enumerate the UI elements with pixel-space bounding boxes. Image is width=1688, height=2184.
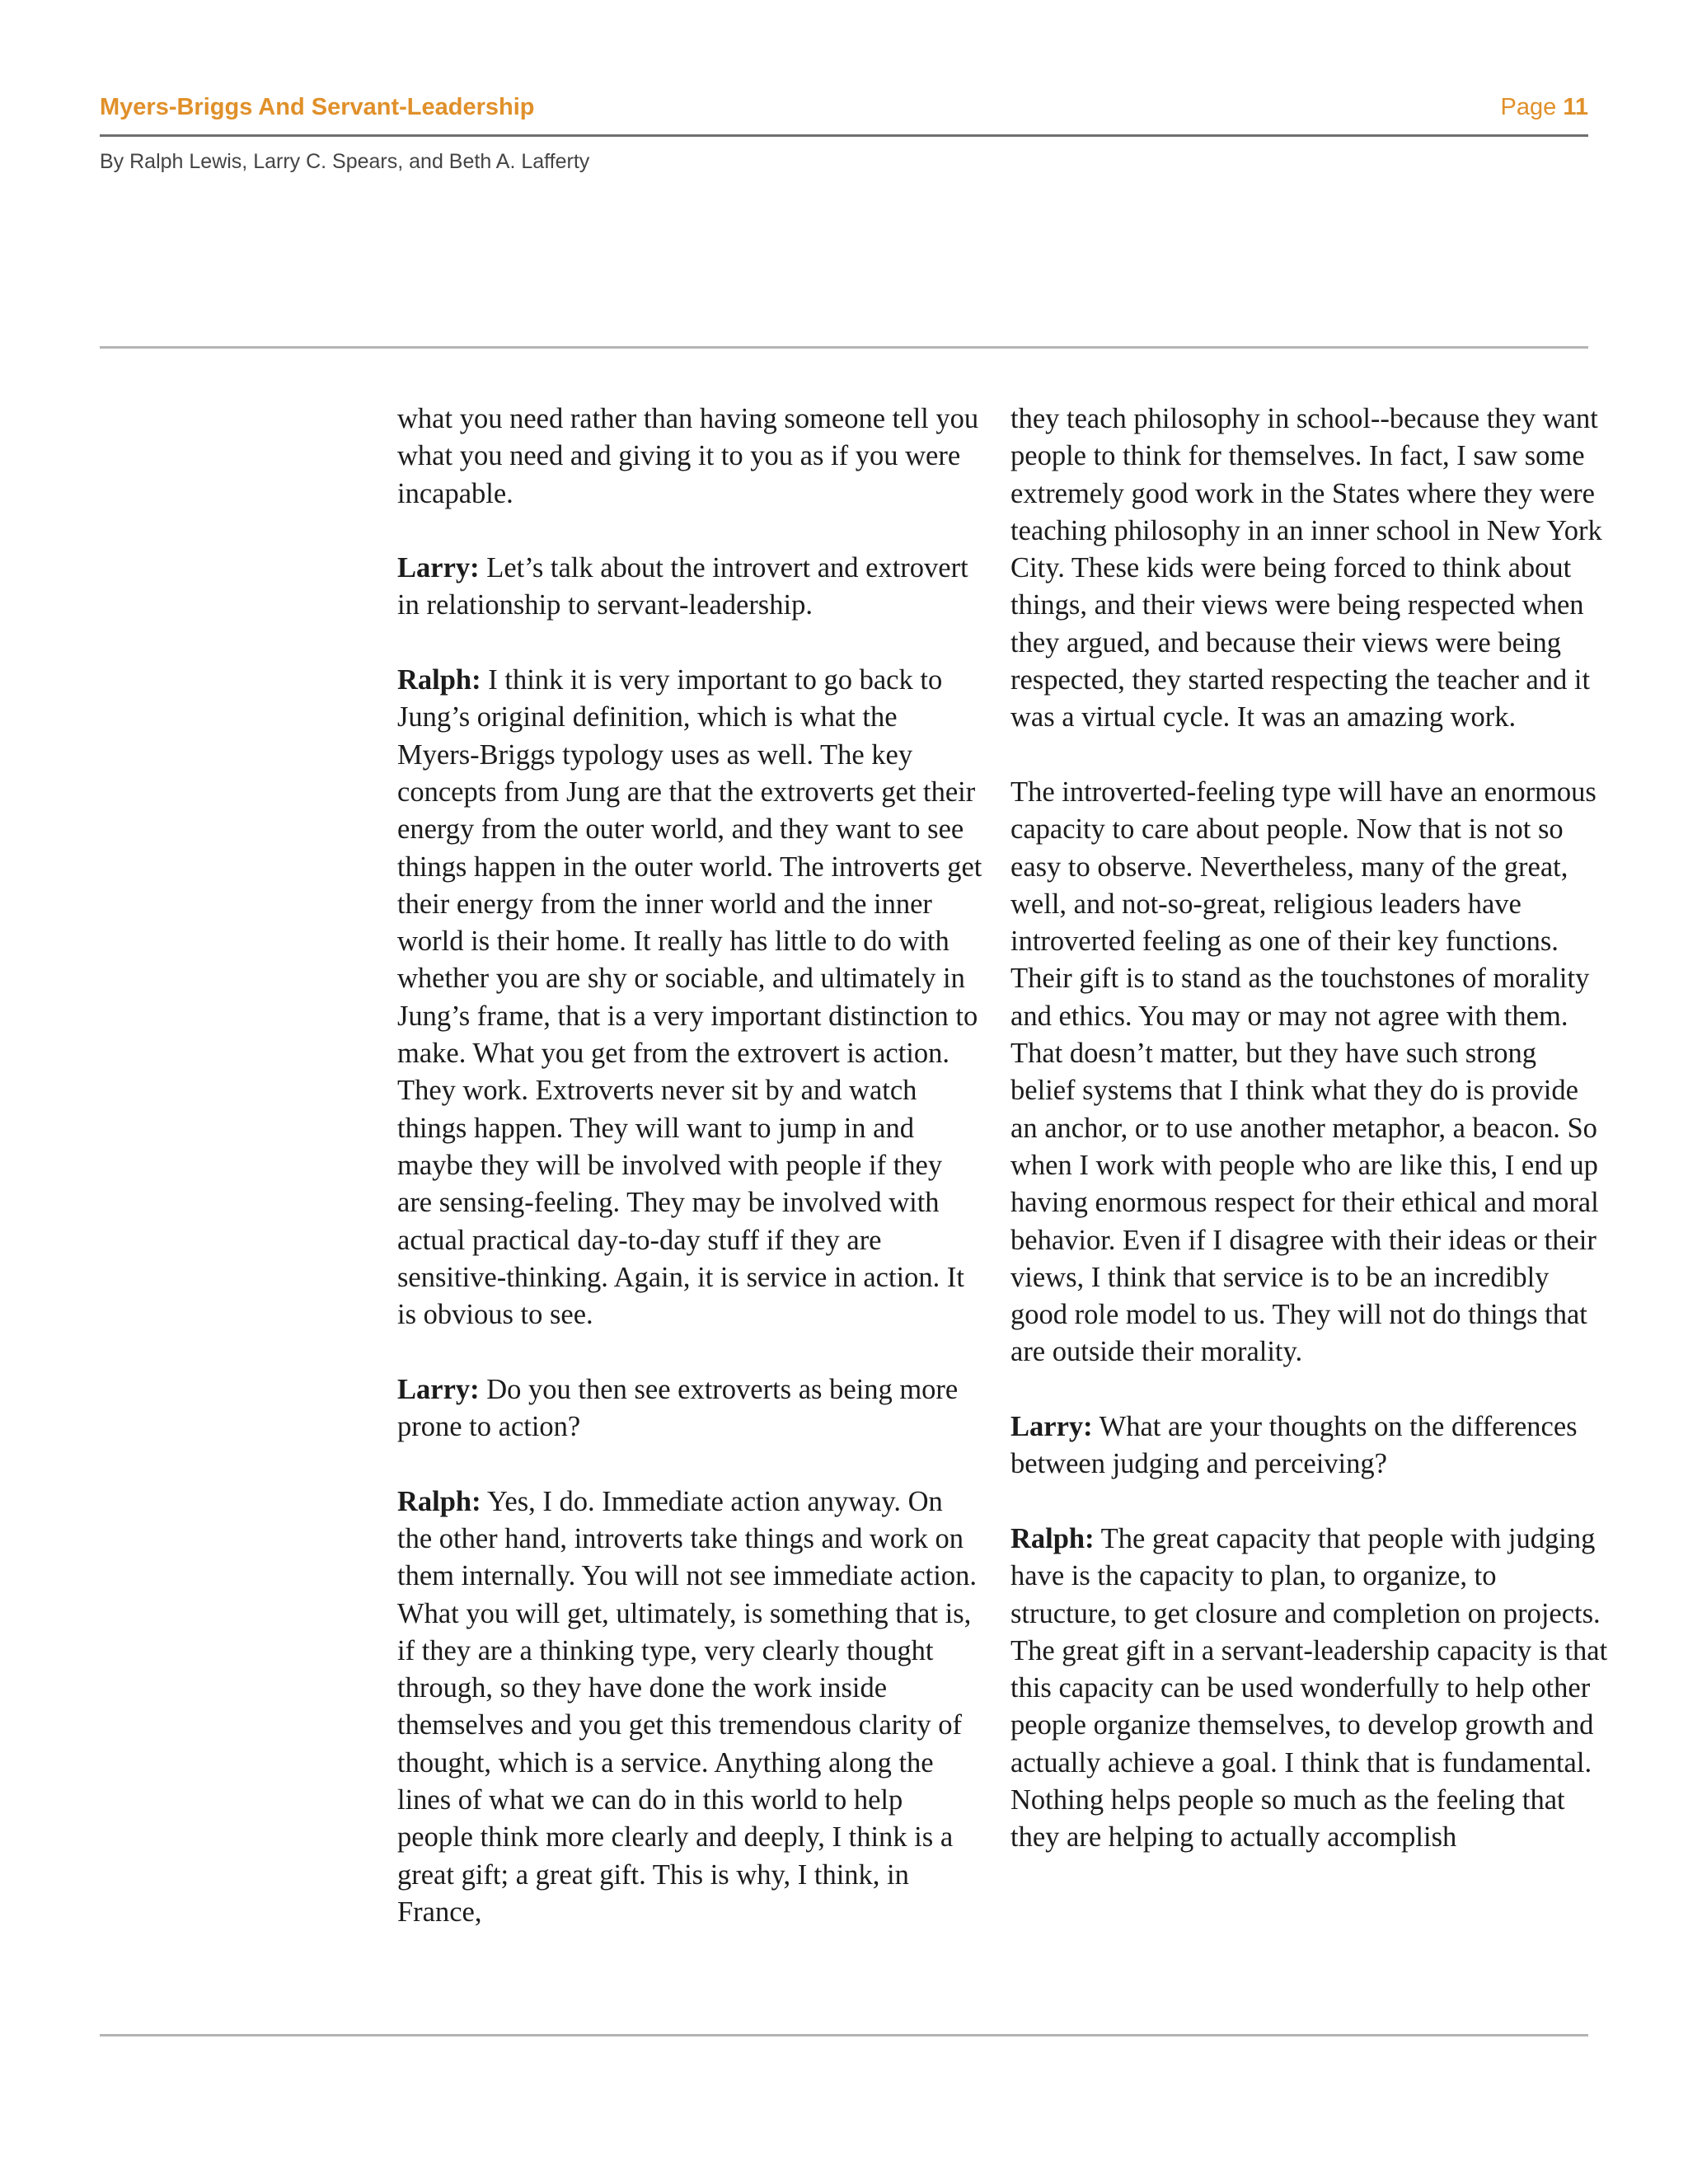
speaker-label: Ralph: (397, 1485, 481, 1517)
paragraph-text: The introverted-feeling type will have an enormous capacity to care about people. Now that is not so easy to observe. Nevertheless, many of the great, well, and not-so-great, religious leaders have introverted feeling as one of their key functions. Their gift is to stand as the touchstones of morality and ethics. You may or may not agree with them. That doesn’t matter, but they have such strong belief systems that I think what they do is provide an anchor, or to use another metaphor, a beacon. So when I work with people who are like this, I end up having enormous respect for their ethical and moral behavior. Even if I disagree with their ideas or their views, I think that service is to be an incredibly good role model to us. They will not do things that are outside their morality. (1010, 776, 1599, 1368)
right-column (1010, 401, 1608, 1857)
paragraph-text: I think it is very important to go back to Jung’s original definition, which is what the Myers-Briggs typology uses as well. The key concepts from Jung are that the extroverts get their energy from the outer world, and they want to see things happen in the outer world. The introverts get their energy from the inner world and the inner world is their home. It really has little to do with whether you are shy or sociable, and ultimately in Jung’s frame, that is a very important distinction to make. What you get from the extrovert is action. They work. Extroverts never sit by and watch things happen. They will want to jump in and maybe they will be involved with people if they are sensing-feeling. They may be involved with actual practical day-to-day stuff if they are sensitive-thinking. Again, it is service in action. It is obvious to see. (397, 664, 982, 1331)
speaker-label: Larry: (1010, 1411, 1093, 1443)
paragraph (397, 662, 982, 1333)
paragraph-text: Yes, I do. Immediate action anyway. On the other hand, introverts take things and work on them internally. You will not see immediate action. What you will get, ultimately, is something that is, if they are a thinking type, very clearly thought through, so they have done the work inside themselves and you get this tremendous clarity of thought, which is a service. Anything along the lines of what we can do in this world to help people think more clearly and deeply, I think is a great gift; a great gift. This is why, I think, in France, (397, 1485, 977, 1928)
speaker-label: Larry: (397, 1373, 480, 1405)
page-label (1501, 94, 1588, 121)
paragraph-text: what you need rather than having someone tell you what you need and giving it to you as if you were incapable. (397, 403, 979, 509)
paragraph-text: What are your thoughts on the differences between judging and perceiving? (1010, 1411, 1578, 1480)
speaker-label: Ralph: (397, 664, 481, 696)
header-title: Myers-Briggs And Servant-Leadership (100, 94, 535, 120)
page-label-text: Page (1500, 94, 1557, 120)
byline: By Ralph Lewis, Larry C. Spears, and Beth A. Lafferty (100, 150, 590, 173)
paragraph (397, 401, 982, 513)
paragraph (1010, 1408, 1608, 1483)
speaker-label: Larry: (397, 552, 480, 584)
paragraph-text: The great capacity that people with judging have is the capacity to plan, to organize, to structure, to get closure and completion on projects. The great gift in a servant-leadership capacity is that this capacity can be used wonderfully to help other people organize themselves, to develop growth and actually achieve a goal. I think that is fundamental. Nothing helps people so much as the feeling that they are helping to actually accomplish (1010, 1522, 1608, 1854)
paragraph (1010, 401, 1608, 737)
section-rule (100, 346, 1588, 349)
paragraph (397, 550, 982, 625)
paragraph (397, 1483, 982, 1932)
footer-rule (100, 2034, 1588, 2036)
paragraph (1010, 774, 1608, 1371)
left-column (397, 401, 982, 1931)
paragraph (397, 1371, 982, 1446)
paragraph-text: Let’s talk about the introvert and extrovert in relationship to servant-leadership. (397, 552, 968, 621)
paragraph-text: Do you then see extroverts as being more prone to action? (397, 1373, 959, 1443)
speaker-label: Ralph: (1010, 1522, 1095, 1554)
paragraph-text: they teach philosophy in school--because they want people to think for themselves. In fact, I saw some extremely good work in the States where they were teaching philosophy in an inner school in New York City. These kids were being forced to think about things, and their views were being respected when they argued, and because their views were being respected, they started respecting the teacher and it was a virtual cycle. It was an amazing work. (1010, 403, 1602, 733)
page-number: 11 (1563, 94, 1588, 120)
paragraph (1010, 1521, 1608, 1857)
header-rule (100, 134, 1588, 137)
